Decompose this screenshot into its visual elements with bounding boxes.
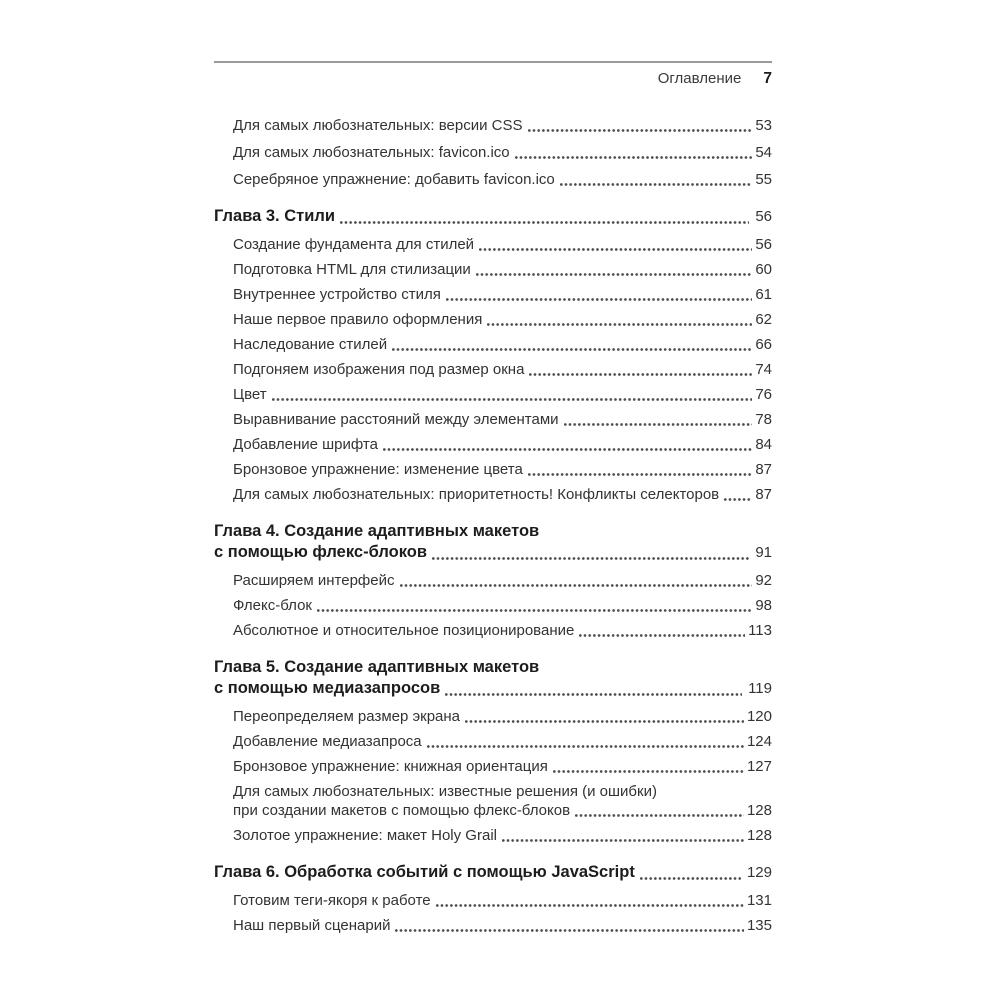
dot-leader <box>515 156 753 159</box>
entry-title: Бронзовое упражнение: изменение цвета <box>233 461 523 478</box>
entry-title: Переопределяем размер экрана <box>233 708 461 725</box>
toc-entry <box>214 170 772 189</box>
toc-entry <box>214 143 772 162</box>
page-number: 129 <box>746 864 772 881</box>
entry-row <box>233 596 772 615</box>
dot-leader <box>640 877 741 880</box>
page-number: 131 <box>746 892 772 909</box>
dot-leader <box>432 557 749 560</box>
toc-entry <box>214 235 772 254</box>
entry-title: при создании макетов с помощью флекс-блоков <box>233 802 571 819</box>
page-number: 128 <box>746 827 772 844</box>
entry-title: Серебряное упражнение: добавить favicon.ico <box>233 171 555 188</box>
page-number: 56 <box>755 236 772 253</box>
entry-row <box>233 435 772 454</box>
dot-leader <box>465 720 744 723</box>
page-number: 66 <box>755 336 772 353</box>
page-number: 53 <box>755 117 772 134</box>
dot-leader <box>579 634 745 637</box>
toc-entry <box>214 310 772 329</box>
dot-leader <box>528 473 753 476</box>
toc-entry <box>214 335 772 354</box>
dot-leader <box>340 221 749 224</box>
running-header <box>214 63 772 88</box>
entry-row <box>233 310 772 329</box>
toc-entry <box>214 385 772 404</box>
entry-title: Готовим теги-якоря к работе <box>233 892 431 909</box>
dot-leader <box>529 373 752 376</box>
entry-title: Создание фундамента для стилей <box>233 236 475 253</box>
page-number: 127 <box>746 758 772 775</box>
entry-row <box>233 891 772 910</box>
dot-leader <box>395 929 743 932</box>
page-number: 87 <box>755 461 772 478</box>
entry-title: Подгоняем изображения под размер окна <box>233 361 525 378</box>
entry-title: Подготовка HTML для стилизации <box>233 261 471 278</box>
toc <box>214 116 772 935</box>
toc-section <box>214 116 772 189</box>
toc-entry <box>214 285 772 304</box>
entry-title: Наш первый сценарий <box>233 917 391 934</box>
toc-entry <box>214 410 772 429</box>
chapter-block <box>214 862 772 935</box>
entry-title: Цвет <box>233 386 267 403</box>
chapter-heading <box>214 657 772 699</box>
entry-title: Выравнивание расстояний между элементами <box>233 411 559 428</box>
dot-leader <box>564 423 753 426</box>
entry-title: Для самых любознательных: favicon.ico <box>233 144 510 161</box>
chapter-heading <box>214 521 772 563</box>
entry-row <box>233 801 772 820</box>
entry-row <box>233 235 772 254</box>
entry-title: Абсолютное и относительное позиционирование <box>233 622 575 639</box>
entry-title: Бронзовое упражнение: книжная ориентация <box>233 758 548 775</box>
entry-row <box>233 757 772 776</box>
entry-title: Золотое упражнение: макет Holy Grail <box>233 827 497 844</box>
entry-line: Для самых любознательных: известные решения (и ошибки) <box>233 783 657 800</box>
page-number: 87 <box>755 486 772 503</box>
running-header-title: Оглавление <box>657 70 742 87</box>
entry-title: Глава 6. Обработка событий с помощью JavaScript <box>214 863 635 881</box>
entry-row <box>214 542 772 563</box>
page-number: 120 <box>746 708 772 725</box>
entry-line: Глава 4. Создание адаптивных макетов <box>214 522 540 540</box>
entry-row <box>233 170 772 189</box>
toc-entry <box>214 596 772 615</box>
chapter-heading <box>214 206 772 227</box>
dot-leader <box>400 584 753 587</box>
entry-row <box>214 206 772 227</box>
entry-row <box>233 460 772 479</box>
entry-title: Наше первое правило оформления <box>233 311 483 328</box>
chapter-block <box>214 657 772 845</box>
page-number: 124 <box>746 733 772 750</box>
entry-row <box>233 260 772 279</box>
entry-line: Глава 5. Создание адаптивных макетов <box>214 658 540 676</box>
toc-entry <box>214 116 772 135</box>
chapter-block <box>214 521 772 640</box>
toc-entry <box>214 621 772 640</box>
page-number: 84 <box>755 436 772 453</box>
page-content <box>214 0 772 935</box>
page-number: 78 <box>755 411 772 428</box>
dot-leader <box>445 693 742 696</box>
entry-row <box>214 678 772 699</box>
page-number: 91 <box>755 544 772 561</box>
dot-leader <box>575 814 744 817</box>
page-number: 98 <box>755 597 772 614</box>
entry-row <box>233 621 772 640</box>
page-number: 60 <box>755 261 772 278</box>
entry-row <box>233 571 772 590</box>
entry-row <box>233 335 772 354</box>
entry-title: Расширяем интерфейс <box>233 572 395 589</box>
page-number: 74 <box>755 361 772 378</box>
entry-title: Внутреннее устройство стиля <box>233 286 441 303</box>
entry-title: Для самых любознательных: версии CSS <box>233 117 523 134</box>
entry-title: с помощью медиазапросов <box>214 679 441 697</box>
toc-entry <box>214 707 772 726</box>
entry-row <box>233 410 772 429</box>
page-number: 56 <box>755 208 772 225</box>
entry-row <box>233 143 772 162</box>
entry-row <box>233 485 772 504</box>
entry-row <box>233 707 772 726</box>
dot-leader <box>724 498 752 501</box>
toc-entry <box>214 435 772 454</box>
entry-title: Наследование стилей <box>233 336 388 353</box>
entry-title: Добавление медиазапроса <box>233 733 422 750</box>
entry-title: Глава 3. Стили <box>214 207 335 225</box>
dot-leader <box>272 398 753 401</box>
toc-entry <box>214 757 772 776</box>
entry-row <box>233 385 772 404</box>
dot-leader <box>553 770 744 773</box>
page-number: 55 <box>755 171 772 188</box>
page-number: 76 <box>755 386 772 403</box>
toc-entry <box>214 571 772 590</box>
page-number: 135 <box>746 917 772 934</box>
page-number: 54 <box>755 144 772 161</box>
dot-leader <box>392 348 752 351</box>
entry-row <box>233 916 772 935</box>
dot-leader <box>446 298 752 301</box>
entry-row <box>233 116 772 135</box>
entry-row <box>233 360 772 379</box>
toc-entry <box>214 916 772 935</box>
page-number: 61 <box>755 286 772 303</box>
dot-leader <box>476 273 753 276</box>
dot-leader <box>479 248 752 251</box>
toc-entry <box>214 360 772 379</box>
page-number: 128 <box>746 802 772 819</box>
entry-row <box>214 862 772 883</box>
entry-title: Для самых любознательных: приоритетность! Конфликты селекторов <box>233 486 720 503</box>
toc-entry <box>214 826 772 845</box>
dot-leader <box>528 129 753 132</box>
toc-entry <box>214 260 772 279</box>
page-number: 119 <box>748 680 772 697</box>
page-number: 92 <box>755 572 772 589</box>
page-number: 62 <box>755 311 772 328</box>
entry-row <box>233 826 772 845</box>
dot-leader <box>317 609 752 612</box>
chapter-heading <box>214 862 772 883</box>
entry-title: Добавление шрифта <box>233 436 378 453</box>
toc-entry <box>214 891 772 910</box>
dot-leader <box>383 448 752 451</box>
running-header-page-number: 7 <box>763 70 772 87</box>
dot-leader <box>560 183 753 186</box>
entry-title: Флекс-блок <box>233 597 312 614</box>
chapter-block <box>214 206 772 504</box>
entry-row <box>233 285 772 304</box>
entry-title: с помощью флекс-блоков <box>214 543 427 561</box>
dot-leader <box>502 839 744 842</box>
dot-leader <box>436 904 744 907</box>
toc-entry <box>214 460 772 479</box>
toc-entry <box>214 782 772 820</box>
entry-row <box>233 732 772 751</box>
toc-entry <box>214 732 772 751</box>
page-number: 113 <box>748 622 772 639</box>
dot-leader <box>487 323 752 326</box>
dot-leader <box>427 745 744 748</box>
toc-entry <box>214 485 772 504</box>
